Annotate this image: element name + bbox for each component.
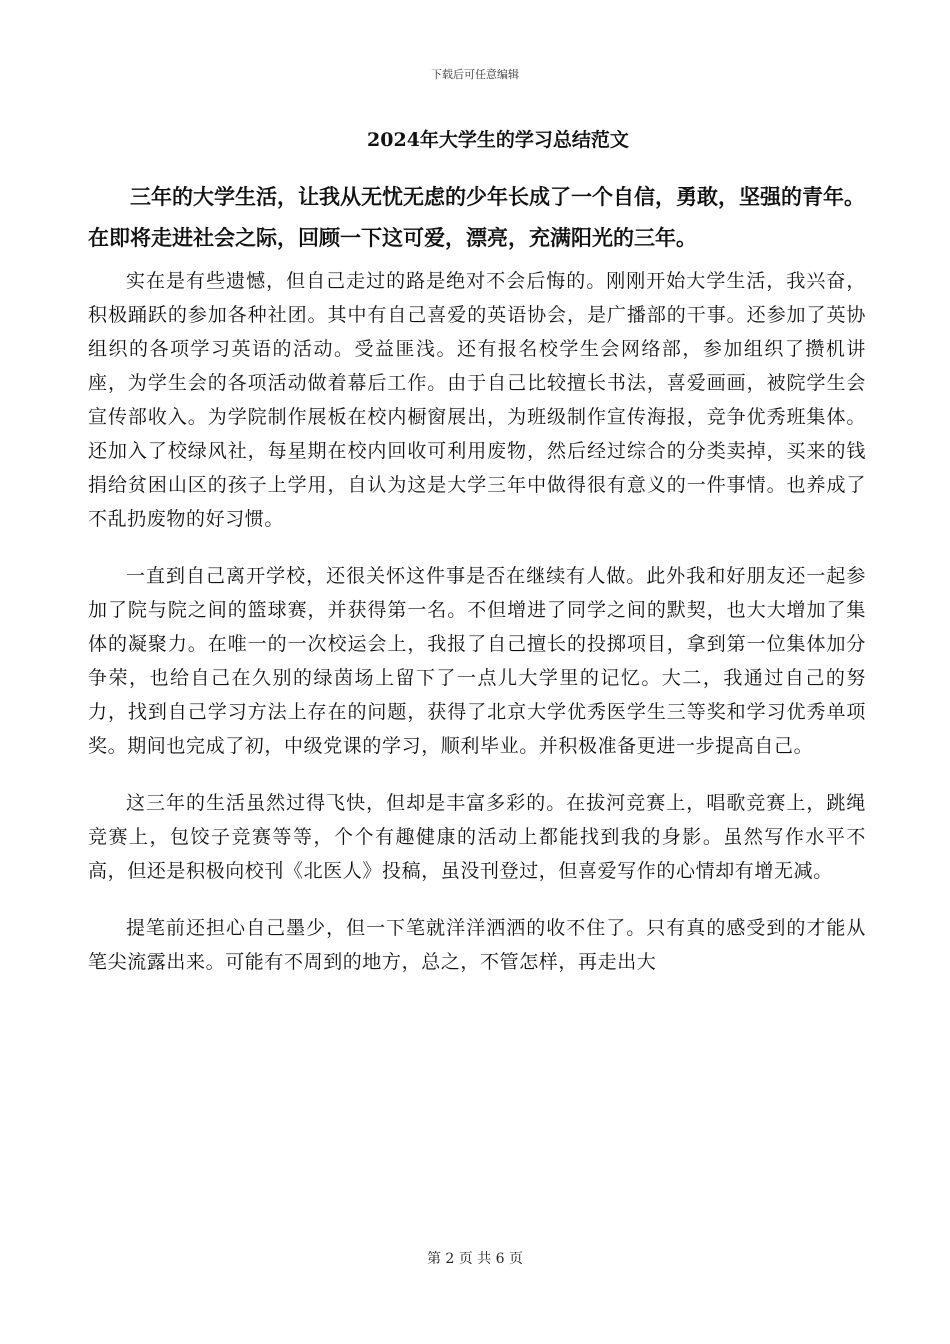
- header-note: 下载后可任意编辑: [431, 68, 519, 81]
- paragraph-1: 实在是有些遗憾，但自己走过的路是绝对不会后悔的。刚刚开始大学生活，我兴奋，积极踊跃的参加各种社团。其中有自己喜爱的英语协会，是广播部的干事。还参加了英协组织的各项学习英语的活动。受益匪浅。还有报名校学生会网络部，参加组织了攒机讲座，为学生会的各项活动做着幕后工作。由于自己比较擅长书法，喜爱画画，被院学生会宣传部收入。为学院制作展板在校内橱窗展出，为班级制作宣传海报，竞争优秀班集体。还加入了校绿风社，每星期在校内回收可利用废物，然后经过综合的分类卖掉，买来的钱捐给贫困山区的孩子上学用，自认为这是大学三年中做得很有意义的一件事情。也养成了不乱扔废物的好习惯。: [88, 270, 866, 530]
- body-text: [88, 264, 866, 1002]
- page-number-footer: 第 2 页 共 6 页: [426, 1251, 524, 1267]
- lead-paragraph: 三年的大学生活，让我从无忧无虑的少年长成了一个自信，勇敢，坚强的青年。在即将走进社会之际，回顾一下这可爱，漂亮，充满阳光的三年。: [88, 184, 865, 250]
- paragraph-4: 提笔前还担心自己墨少，但一下笔就洋洋洒洒的收不住了。只有真的感受到的才能从笔尖流露出来。可能有不周到的地方，总之，不管怎样，再走出大: [88, 917, 866, 973]
- document-title: 2024年大学生的学习总结范文: [367, 129, 629, 151]
- paragraph-3: 这三年的生活虽然过得飞快，但却是丰富多彩的。在拔河竞赛上，唱歌竞赛上，跳绳竞赛上，包饺子竞赛等等，个个有趣健康的活动上都能找到我的身影。虽然写作水平不高，但还是积极向校刊《北医人》投稿，虽没刊登过，但喜爱写作的心情却有增无减。: [88, 792, 866, 882]
- paragraph-2: 一直到自己离开学校，还很关怀这件事是否在继续有人做。此外我和好朋友还一起参加了院与院之间的篮球赛，并获得第一名。不但增进了同学之间的默契，也大大增加了集体的凝聚力。在唯一的一次校运会上，我报了自己擅长的投掷项目，拿到第一位集体加分争荣，也给自己在久别的绿茵场上留下了一点儿大学里的记忆。大二，我通过自己的努力，找到自己学习方法上存在的问题，获得了北京大学优秀医学生三等奖和学习优秀单项奖。期间也完成了初，中级党课的学习，顺利毕业。并积极准备更进一步提高自己。: [88, 565, 866, 757]
